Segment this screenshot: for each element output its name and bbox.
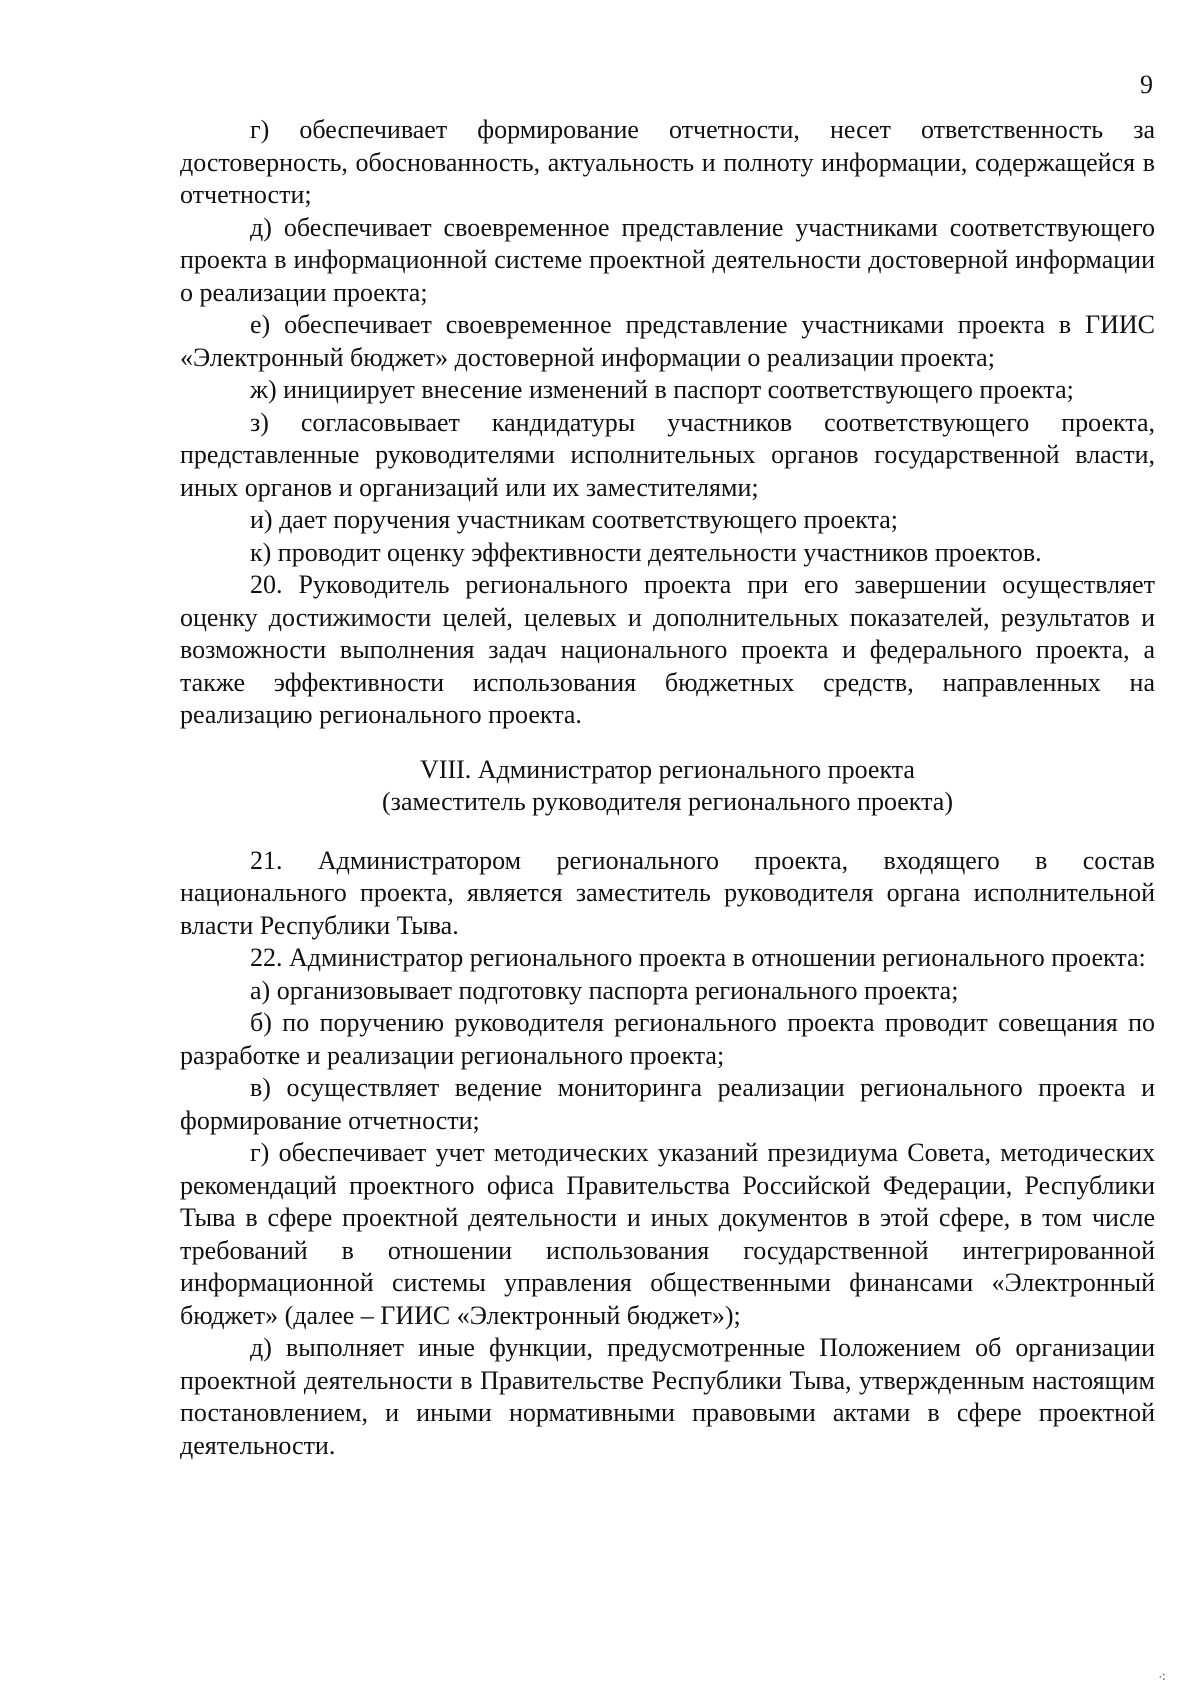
paragraph-item-e: е) обеспечивает своевременное представление участниками проекта в ГИИС «Электронный бюджет» достоверной информации о реализации проекта; <box>180 310 1155 372</box>
page-number: 9 <box>1140 70 1153 99</box>
paragraph-item-g: г) обеспечивает формирование отчетности, несет ответственность за достоверность, обоснованность, актуальность и полноту информации, содержащейся в отчетности; <box>180 115 1155 209</box>
paragraph-clause-21: 21. Администратором регионального проекта, входящего в состав национального проекта, является заместитель руководителя органа исполнительной власти Республики Тыва. <box>180 845 1155 940</box>
section-title: VIII. Администратор регионального проекта <box>420 754 915 784</box>
paragraph-item-a: а) организовывает подготовку паспорта регионального проекта; <box>250 975 959 1005</box>
paragraph-item-zh: ж) инициирует внесение изменений в паспорт соответствующего проекта; <box>250 375 1074 404</box>
paragraph-item-k: к) проводит оценку эффективности деятельности участников проектов. <box>250 537 1042 567</box>
paragraph-clause-22: 22. Администратор регионального проекта в отношении регионального проекта: <box>250 943 1146 972</box>
paragraph-item-v: в) осуществляет ведение мониторинга реализации регионального проекта и формирование отчетности; <box>180 1073 1155 1135</box>
paragraph-clause-20: 20. Руководитель регионального проекта при его завершении осуществляет оценку достижимости целей, целевых и дополнительных показателей, результатов и возможности выполнения задач национального проекта и федерального проекта, а также эффективности использования бюджетных средств, направленных на реализацию регионального проекта. <box>180 570 1155 729</box>
paragraph-item-g-2: г) обеспечивает учет методических указаний президиума Совета, методических рекомендаций проектного офиса Правительства Российской Федерации, Республики Тыва в сфере проектной деятельности и иных документов в этой сфере, в том числе требований в отношении использования государственной интегрированной информационной системы управления общественными финансами «Электронный бюджет» (далее – ГИИС «Электронный бюджет»); <box>180 1138 1155 1330</box>
paragraph-item-d-2: д) выполняет иные функции, предусмотренные Положением об организации проектной деятельности в Правительстве Республики Тыва, утвержденным настоящим постановлением, и иными нормативными правовыми актами в сфере проектной деятельности. <box>180 1333 1155 1460</box>
scan-mark-icon: ⁖ <box>1158 1671 1167 1686</box>
paragraph-item-d: д) обеспечивает своевременное представление участниками соответствующего проекта в информационной системе проектной деятельности достоверной информации о реализации проекта; <box>180 212 1155 307</box>
section-subtitle: (заместитель руководителя регионального проекта) <box>382 787 953 816</box>
paragraph-item-z: з) согласовывает кандидатуры участников соответствующего проекта, представленные руководителями исполнительных органов государственной власти, иных органов и организаций или их заместителями; <box>180 407 1155 502</box>
paragraph-item-i: и) дает поручения участникам соответствующего проекта; <box>250 505 898 534</box>
document-body <box>180 114 1155 1462</box>
paragraph-item-b: б) по поручению руководителя регионального проекта проводит совещания по разработке и реализации регионального проекта; <box>180 1008 1155 1070</box>
section-heading <box>180 754 1155 819</box>
